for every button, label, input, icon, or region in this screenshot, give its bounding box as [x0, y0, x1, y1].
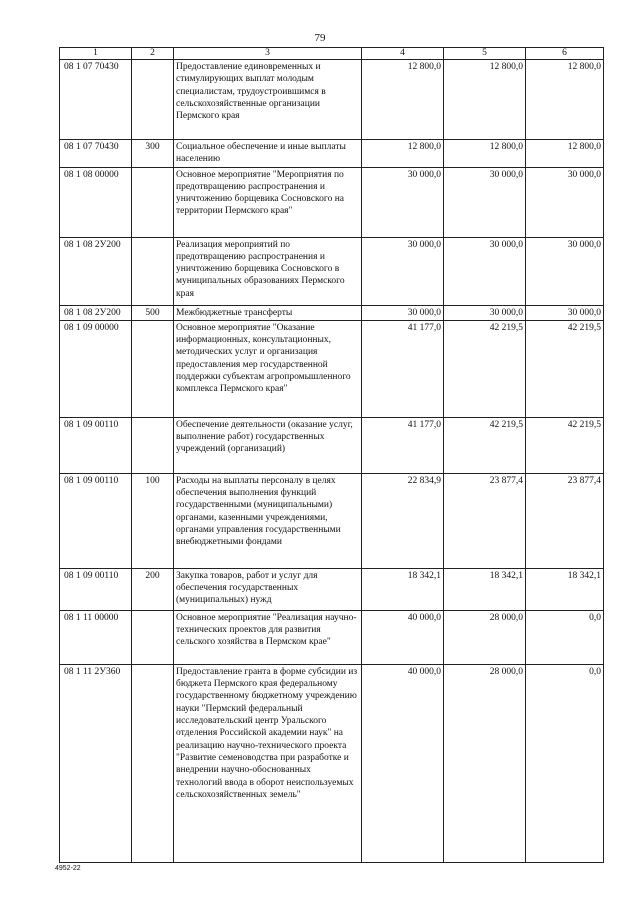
row-value-1: 18 342,1: [362, 568, 444, 610]
row-code: 08 1 08 2У200: [60, 237, 132, 305]
row-value-1: 40 000,0: [362, 664, 444, 862]
row-value-2: 12 800,0: [444, 60, 526, 140]
row-value-1: 41 177,0: [362, 417, 444, 473]
row-value-3: 30 000,0: [526, 237, 604, 305]
row-name: Социальное обеспечение и иные выплаты населению: [174, 140, 362, 168]
row-expense-type: [132, 237, 174, 305]
row-expense-type: [132, 417, 174, 473]
row-name: Основное мероприятие "Реализация научно-технических проектов для развития сельского хозяйства в Пермском крае": [174, 610, 362, 664]
row-name: Предоставление единовременных и стимулирующих выплат молодым специалистам, трудоустроившимся в сельскохозяйственные организации Пермского края: [174, 60, 362, 140]
row-name: Основное мероприятие "Мероприятия по предотвращению распространения и уничтожению борщевика Сосновского на территории Пермского края": [174, 167, 362, 237]
table-row: [60, 305, 604, 320]
row-value-1: 30 000,0: [362, 237, 444, 305]
table-row: [60, 568, 604, 610]
row-expense-type: [132, 610, 174, 664]
row-name: Закупка товаров, работ и услуг для обеспечения государственных (муниципальных) нужд: [174, 568, 362, 610]
row-expense-type: 300: [132, 140, 174, 168]
row-value-2: 30 000,0: [444, 237, 526, 305]
row-code: 08 1 11 00000: [60, 610, 132, 664]
row-value-2: 42 219,5: [444, 320, 526, 417]
column-header-1: 1: [60, 48, 132, 60]
table-row: [60, 664, 604, 862]
row-value-3: 18 342,1: [526, 568, 604, 610]
table-row: [60, 167, 604, 237]
row-value-3: 12 800,0: [526, 140, 604, 168]
table-row: [60, 60, 604, 140]
row-value-2: 12 800,0: [444, 140, 526, 168]
row-expense-type: 500: [132, 305, 174, 320]
row-value-1: 40 000,0: [362, 610, 444, 664]
row-name: Основное мероприятие "Оказание информационных, консультационных, методических услуг и организация предоставления мер государственной поддержки субъектам агропромышленного комплекса Пермского края": [174, 320, 362, 417]
row-value-1: 30 000,0: [362, 167, 444, 237]
row-value-3: 0,0: [526, 610, 604, 664]
table-row: [60, 473, 604, 568]
table-row: [60, 320, 604, 417]
row-value-2: 30 000,0: [444, 167, 526, 237]
row-value-3: 30 000,0: [526, 167, 604, 237]
row-code: 08 1 08 2У200: [60, 305, 132, 320]
table-row: [60, 237, 604, 305]
row-value-3: 30 000,0: [526, 305, 604, 320]
row-value-3: 12 800,0: [526, 60, 604, 140]
page-number: 79: [314, 32, 326, 44]
row-value-3: 42 219,5: [526, 417, 604, 473]
row-value-1: 12 800,0: [362, 60, 444, 140]
row-name: Межбюджетные трансферты: [174, 305, 362, 320]
row-expense-type: [132, 664, 174, 862]
row-expense-type: [132, 167, 174, 237]
table-row: [60, 417, 604, 473]
row-expense-type: [132, 60, 174, 140]
row-value-3: 23 877,4: [526, 473, 604, 568]
row-name: Обеспечение деятельности (оказание услуг, выполнение работ) государственных учреждений (организаций): [174, 417, 362, 473]
row-code: 08 1 09 00000: [60, 320, 132, 417]
row-name: Расходы на выплаты персоналу в целях обеспечения выполнения функций государственными (муниципальными) органами, казенными учреждениями, органами управления государственными внебюджетными фондами: [174, 473, 362, 568]
row-value-3: 42 219,5: [526, 320, 604, 417]
row-code: 08 1 09 00110: [60, 417, 132, 473]
row-expense-type: [132, 320, 174, 417]
row-code: 08 1 08 00000: [60, 167, 132, 237]
row-value-2: 18 342,1: [444, 568, 526, 610]
row-code: 08 1 09 00110: [60, 568, 132, 610]
row-code: 08 1 09 00110: [60, 473, 132, 568]
column-header-6: 6: [526, 48, 604, 60]
column-header-3: 3: [174, 48, 362, 60]
row-value-2: 28 000,0: [444, 664, 526, 862]
row-value-1: 12 800,0: [362, 140, 444, 168]
row-value-3: 0,0: [526, 664, 604, 862]
row-name: Реализация мероприятий по предотвращению распространения и уничтожению борщевика Сосновского в муниципальных образованиях Пермского края: [174, 237, 362, 305]
table-header-row: [60, 48, 604, 60]
row-value-2: 23 877,4: [444, 473, 526, 568]
column-header-2: 2: [132, 48, 174, 60]
row-value-2: 28 000,0: [444, 610, 526, 664]
row-value-1: 22 834,9: [362, 473, 444, 568]
row-value-1: 41 177,0: [362, 320, 444, 417]
row-expense-type: 200: [132, 568, 174, 610]
row-code: 08 1 07 70430: [60, 140, 132, 168]
row-code: 08 1 11 2У360: [60, 664, 132, 862]
column-header-5: 5: [444, 48, 526, 60]
row-value-1: 30 000,0: [362, 305, 444, 320]
row-value-2: 30 000,0: [444, 305, 526, 320]
row-expense-type: 100: [132, 473, 174, 568]
document-code: 4952-22: [55, 865, 81, 872]
table-row: [60, 610, 604, 664]
table-row: [60, 140, 604, 168]
row-value-2: 42 219,5: [444, 417, 526, 473]
column-header-4: 4: [362, 48, 444, 60]
row-name: Предоставление гранта в форме субсидии из бюджета Пермского края федеральному государственному бюджетному учреждению науки "Пермский федеральный исследовательский центр Уральского отделения Российской академии наук" на реализацию научно-технического проекта "Развитие семеноводства при разработке и внедрении научно-обоснованных технологий ввода в оборот неиспользуемых сельскохозяйственных земель": [174, 664, 362, 862]
budget-table: [59, 47, 604, 863]
row-code: 08 1 07 70430: [60, 60, 132, 140]
